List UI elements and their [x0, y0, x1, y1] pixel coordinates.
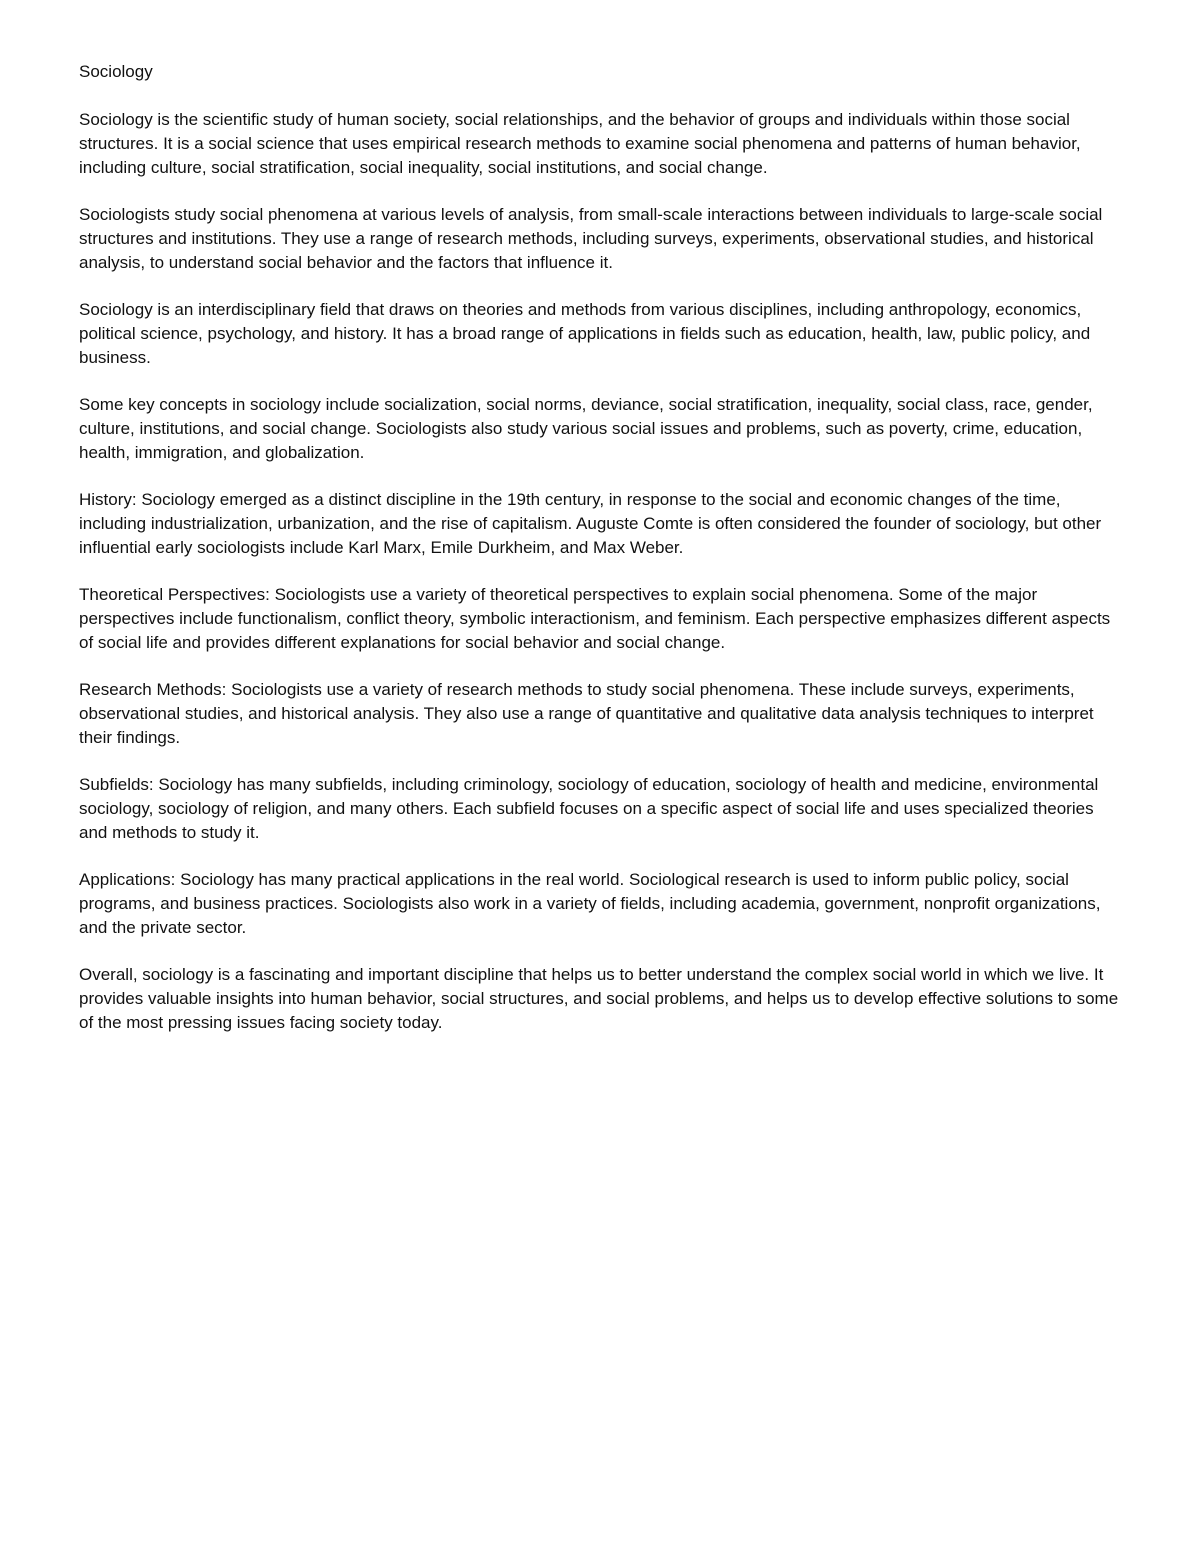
paragraph-subfields: Subfields: Sociology has many subfields, including criminology, sociology of education, sociology of health and medicine, environmental sociology, sociology of religion, and many others. Each subfield focuses on a specific aspect of social life and uses specialized theories and methods to study it.	[79, 775, 1099, 842]
paragraph-history: History: Sociology emerged as a distinct discipline in the 19th century, in response to the social and economic changes of the time, including industrialization, urbanization, and the rise of capitalism. Auguste Comte is often considered the founder of sociology, but other influential early sociologists include Karl Marx, Emile Durkheim, and Max Weber.	[79, 490, 1102, 557]
paragraph-applications: Applications: Sociology has many practical applications in the real world. Sociological research is used to inform public policy, social programs, and business practices. Sociologists also work in a variety of fields, including academia, government, nonprofit organizations, and the private sector.	[79, 870, 1101, 937]
paragraph-definition: Sociology is the scientific study of human society, social relationships, and the behavior of groups and individuals within those social structures. It is a social science that uses empirical research methods to examine social phenomena and patterns of human behavior, including culture, social stratification, social inequality, social institutions, and social change.	[79, 110, 1081, 177]
paragraph-research-methods: Research Methods: Sociologists use a variety of research methods to study social phenomena. These include surveys, experiments, observational studies, and historical analysis. They also use a range of quantitative and qualitative data analysis techniques to interpret their findings.	[79, 680, 1094, 747]
paragraph-overall: Overall, sociology is a fascinating and important discipline that helps us to better understand the complex social world in which we live. It provides valuable insights into human behavior, social structures, and social problems, and helps us to develop effective solutions to some of the most pressing issues facing society today.	[79, 965, 1119, 1032]
paragraph-interdisciplinary: Sociology is an interdisciplinary field that draws on theories and methods from various disciplines, including anthropology, economics, political science, psychology, and history. It has a broad range of applications in fields such as education, health, law, public policy, and business.	[79, 300, 1091, 367]
paragraph-key-concepts: Some key concepts in sociology include socialization, social norms, deviance, social stratification, inequality, social class, race, gender, culture, institutions, and social change. Sociologists also study various social issues and problems, such as poverty, crime, education, health, immigration, and globalization.	[79, 395, 1093, 462]
document-title: Sociology	[79, 62, 153, 81]
paragraph-theoretical-perspectives: Theoretical Perspectives: Sociologists use a variety of theoretical perspectives to explain social phenomena. Some of the major perspectives include functionalism, conflict theory, symbolic interactionism, and feminism. Each perspective emphasizes different aspects of social life and provides different explanations for social behavior and social change.	[79, 585, 1111, 652]
paragraph-levels-of-analysis: Sociologists study social phenomena at various levels of analysis, from small-scale interactions between individuals to large-scale social structures and institutions. They use a range of research methods, including surveys, experiments, observational studies, and historical analysis, to understand social behavior and the factors that influence it.	[79, 205, 1103, 272]
